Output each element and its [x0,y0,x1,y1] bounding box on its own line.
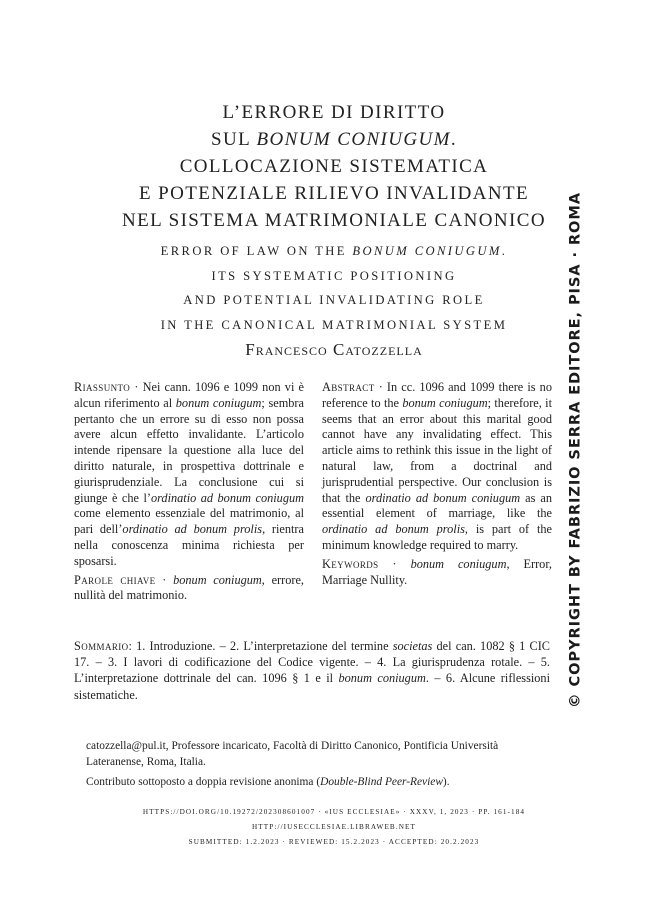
abstract-paragraph [322,380,552,554]
parole-chiave-text: , errore, nullità del matrimonio. [74,572,305,603]
riassunto-text: come elemento essenziale del matrimonio, al pari dell’ [74,506,304,537]
title-text: SUL [211,129,257,150]
title-text: . [450,129,457,150]
separator: · [374,380,387,394]
keywords-text: , Error, Marriage Nullity. [322,556,552,587]
title-line: NEL SISTEMA MATRIMONIALE CANONICO [122,210,546,231]
parole-chiave-italic: bonum coniugum [173,572,262,587]
footer-dates-line: SUBMITTED: 1.2.2023 · REVIEWED: 15.2.2023 · ACCEPTED: 20.2.2023 [188,838,480,846]
abstract-text: ; therefore, it seems that an error about this marital good cannot have any invalidating effect. This article aims to rethink this issue in the light of natural law, from a doctrinal and jurisprudential perspective. Our conclusion is that the [322,395,552,505]
sommario-italic: bonum coniugum [338,671,426,686]
sommario-text: del can. 1082 § 1 CIC 17. – 3. I lavori di codificazione del Codice vigente. – 4. La giurisprudenza rotale. – 5. L’interpretazione dottrinale del can. 1096 § 1 e il [74,639,550,686]
title-line: L’ERRORE DI DIRITTO [222,102,446,123]
keywords-italic: bonum coniugum [410,556,507,571]
sommario-text: : 1. Introduzione. – 2. L’interpretazione del termine [128,639,393,653]
subtitle-line: ITS SYSTEMATIC POSITIONING [211,268,457,283]
sommario-italic: societas [392,639,433,653]
subtitle-line: IN THE CANONICAL MATRIMONIAL SYSTEM [160,317,508,332]
riassunto-text: , rientra nella conoscenza minima richiesta per sposarsi. [74,522,304,568]
keywords-label: Keywords [322,556,379,571]
subtitle-italic-text: BONUM CONIUGUM [352,244,502,258]
subtitle-text: . [501,244,508,258]
separator: · [130,380,143,394]
sommario-paragraph [74,638,550,703]
footnotes [74,739,552,791]
riassunto-italic: ordinatio ad bonum prolis [122,522,263,537]
abstract-label: Abstract [322,380,375,394]
footer-doi-line: HTTPS://DOI.ORG/10.19272/202308601007 · «IUS ECCLESIAE» · XXXV, 1, 2023 · PP. 161-184 [142,808,526,816]
separator: · [378,556,411,571]
sommario-text: . – 6. Alcune riflessioni sistematiche. [74,671,550,702]
keywords-paragraph [322,557,552,589]
sommario-label: Sommario [74,639,129,653]
riassunto-italic: ordinatio ad bonum coniugum [150,490,304,505]
abstract-text: In cc. 1096 and 1099 there is no reference to the [322,380,552,410]
title-italic-text: BONUM CONIUGUM [256,129,451,150]
title-line [60,126,608,153]
riassunto-text: Nei cann. 1096 e 1099 non vi è alcun riferimento al [74,380,304,410]
riassunto-paragraph [74,380,304,570]
footer-url-line: HTTP://IUSECCLESIAE.LIBRAWEB.NET [252,823,416,831]
title-line: E POTENZIALE RILIEVO INVALIDANTE [138,183,530,204]
abstract-italic: ordinatio ad bonum coniugum [365,490,521,505]
abstract-text: as an essential element of marriage, like the [322,490,552,521]
copyright-sidebar [562,192,588,708]
note-text: Contributo sottoposto a doppia revisione anonima ( [86,776,321,789]
subtitle-text: ERROR OF LAW ON THE [160,244,353,258]
separator: · [155,572,174,587]
copyright-text: © COPYRIGHT BY FABRIZIO SERRA EDITORE, PISA · ROMA [566,192,584,708]
title-line: COLLOCAZIONE SISTEMATICA [179,156,489,177]
article-title [60,99,608,234]
riassunto-label: Riassunto [74,380,131,394]
parole-chiave-paragraph [74,573,304,605]
abstract-text: , is part of the minimum knowledge required to marry. [322,522,552,552]
note-text: ). [442,776,450,789]
subtitle-line [60,239,608,264]
peer-review-note [74,775,552,791]
abstract-italic: bonum coniugum [402,395,488,410]
abstract-italic: ordinatio ad bonum prolis [322,522,465,537]
author-name: Francesco Catozzella [245,340,423,359]
subtitle-line: AND POTENTIAL INVALIDATING ROLE [183,293,485,308]
note-italic: Double-Blind Peer-Review [320,776,443,789]
riassunto-italic: bonum coniugum [175,395,262,410]
english-abstract-column [322,380,552,588]
english-title [60,239,608,337]
author-affiliation-note: catozzella@pul.it, Professore incaricato, Facoltà di Diritto Canonico, Pontificia Università Lateranense, Roma, Italia. [86,740,499,768]
riassunto-text: ; sembra pertanto che un errore su di esso non possa avere alcun effetto invalidante. L’articolo intende ripensare la questione alla luce del diritto naturale, in prospettiva dottrinale e giurisprudenziale. La conclusione cui si giunge è che l’ [74,395,304,505]
italic-abstract-column [74,380,304,604]
parole-chiave-label: Parole chiave [74,572,156,587]
